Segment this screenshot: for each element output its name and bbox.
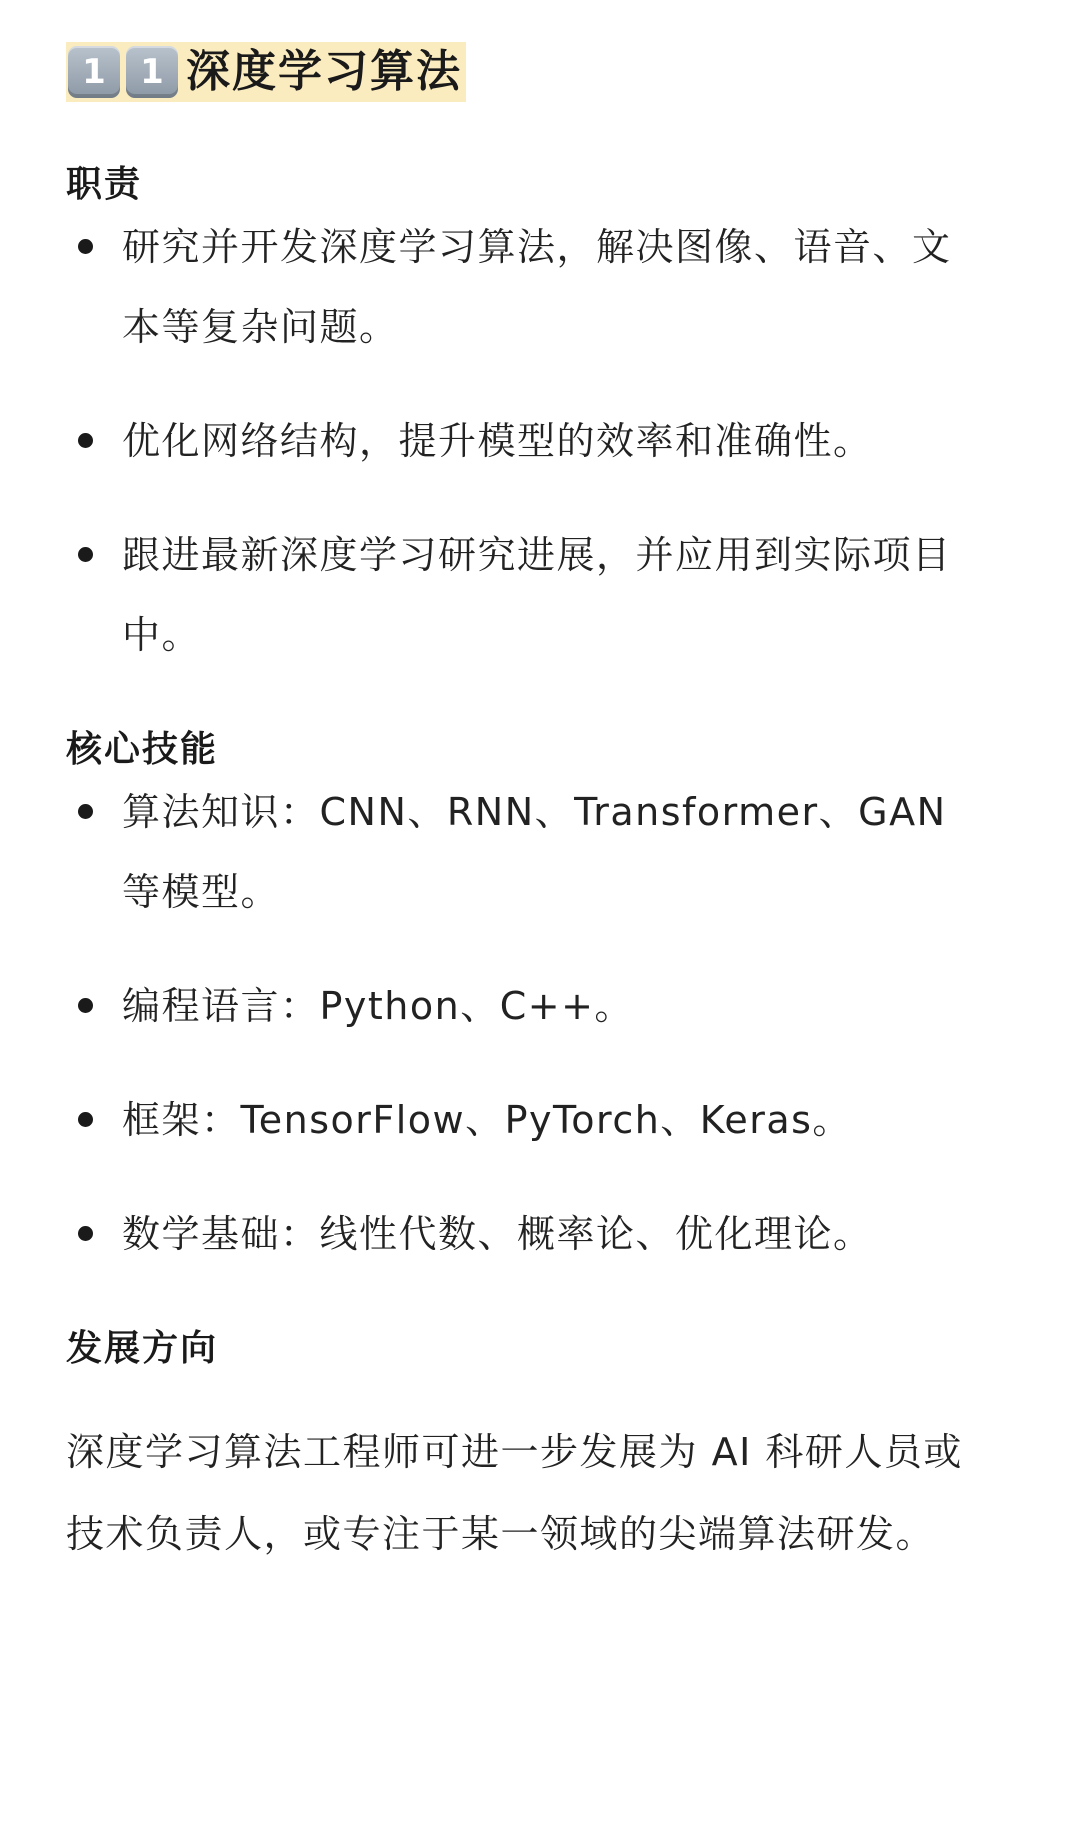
list-item-text: 框架：TensorFlow、PyTorch、Keras。 [122, 1098, 852, 1142]
title-text: 深度学习算法 [186, 46, 462, 97]
list-item [66, 1194, 966, 1274]
skills-list [66, 772, 1026, 1274]
duties-list [66, 207, 1026, 675]
list-item [66, 966, 966, 1046]
list-item [66, 401, 966, 481]
growth-heading: 发展方向 [66, 1328, 219, 1369]
list-item [66, 207, 966, 367]
list-item-text: 编程语言：Python、C++。 [122, 984, 634, 1028]
article [66, 42, 1026, 1613]
keycap-one-icon: 1 [126, 46, 178, 98]
list-item-text: 研究并开发深度学习算法，解决图像、语音、文本等复杂问题。 [122, 225, 952, 349]
skills-heading: 核心技能 [66, 729, 219, 770]
list-item [66, 1080, 966, 1160]
list-item-text: 跟进最新深度学习研究进展，并应用到实际项目中。 [122, 533, 952, 657]
bullet-icon [78, 804, 93, 819]
list-item-text: 算法知识：CNN、RNN、Transformer、GAN 等模型。 [122, 790, 947, 914]
duties-heading: 职责 [66, 164, 143, 205]
list-item [66, 772, 966, 932]
bullet-icon [78, 1112, 93, 1127]
keycap-one-icon: 1 [68, 46, 120, 98]
section-title [66, 42, 466, 102]
list-item [66, 515, 966, 675]
growth-paragraph: 深度学习算法工程师可进一步发展为 AI 科研人员或技术负责人，或专注于某一领域的尖端算法研发。 [66, 1430, 963, 1556]
list-item-text: 数学基础：线性代数、概率论、优化理论。 [122, 1212, 873, 1256]
bullet-icon [78, 1226, 93, 1241]
list-item-text: 优化网络结构，提升模型的效率和准确性。 [122, 419, 873, 463]
bullet-icon [78, 239, 93, 254]
bullet-icon [78, 433, 93, 448]
bullet-icon [78, 547, 93, 562]
bullet-icon [78, 998, 93, 1013]
